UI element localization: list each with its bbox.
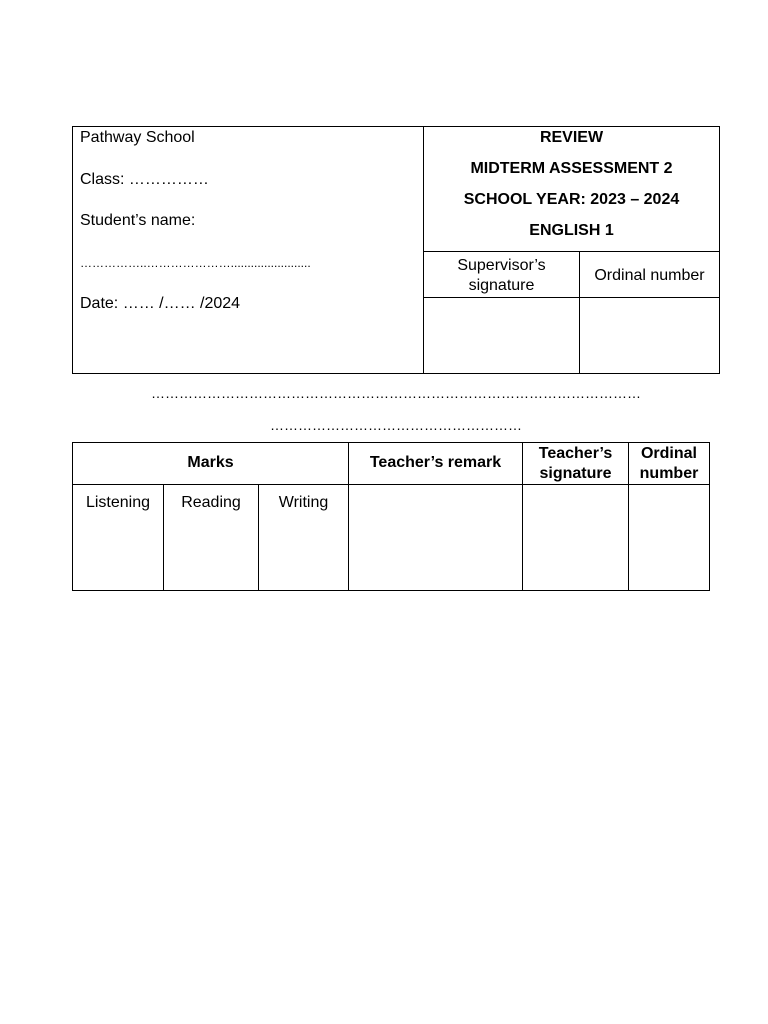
student-name-dots: ……………..…………………........................: [80, 256, 311, 270]
header-divider-sig: [423, 297, 720, 298]
reading-header: Reading: [181, 494, 241, 511]
marks-border-right: [709, 442, 710, 591]
writing-header: Writing: [278, 494, 329, 511]
marks-border-bottom: [72, 590, 710, 591]
school-name: Pathway School: [80, 129, 195, 146]
class-field: Class: ……………: [80, 171, 209, 188]
title-school-year: SCHOOL YEAR: 2023 – 2024: [463, 191, 680, 208]
marks-table: [72, 442, 710, 592]
date-field: Date: …… /…… /2024: [80, 295, 241, 312]
ordinal-number-header-1: Ordinal: [640, 445, 697, 462]
supervisor-signature-label-1: Supervisor’s: [457, 257, 546, 274]
separator-dots-2: ………………………………………………: [270, 417, 522, 433]
header-border-top: [72, 126, 720, 127]
title-midterm: MIDTERM ASSESSMENT 2: [470, 160, 673, 177]
listening-header: Listening: [85, 494, 151, 511]
marks-border-top: [72, 442, 710, 443]
teacher-remark-header: Teacher’s remark: [369, 454, 502, 471]
header-border-bottom: [72, 373, 720, 374]
student-name-label: Student’s name:: [80, 212, 196, 229]
title-english: ENGLISH 1: [529, 222, 614, 239]
separator-dots-1: ……………………………………………………………………………………………: [151, 385, 641, 401]
marks-header-divider: [72, 484, 710, 485]
header-border-right: [719, 126, 720, 374]
header-border-left: [72, 126, 73, 374]
title-review: REVIEW: [539, 129, 604, 146]
marks-header: Marks: [187, 454, 234, 471]
supervisor-signature-label-2: signature: [468, 277, 535, 294]
ordinal-number-label: Ordinal number: [594, 267, 705, 284]
teacher-signature-header-2: signature: [539, 465, 612, 482]
ordinal-number-header-2: number: [639, 465, 699, 482]
teacher-signature-header-1: Teacher’s: [538, 445, 613, 462]
header-box: [72, 126, 720, 374]
header-divider-title: [423, 251, 720, 252]
